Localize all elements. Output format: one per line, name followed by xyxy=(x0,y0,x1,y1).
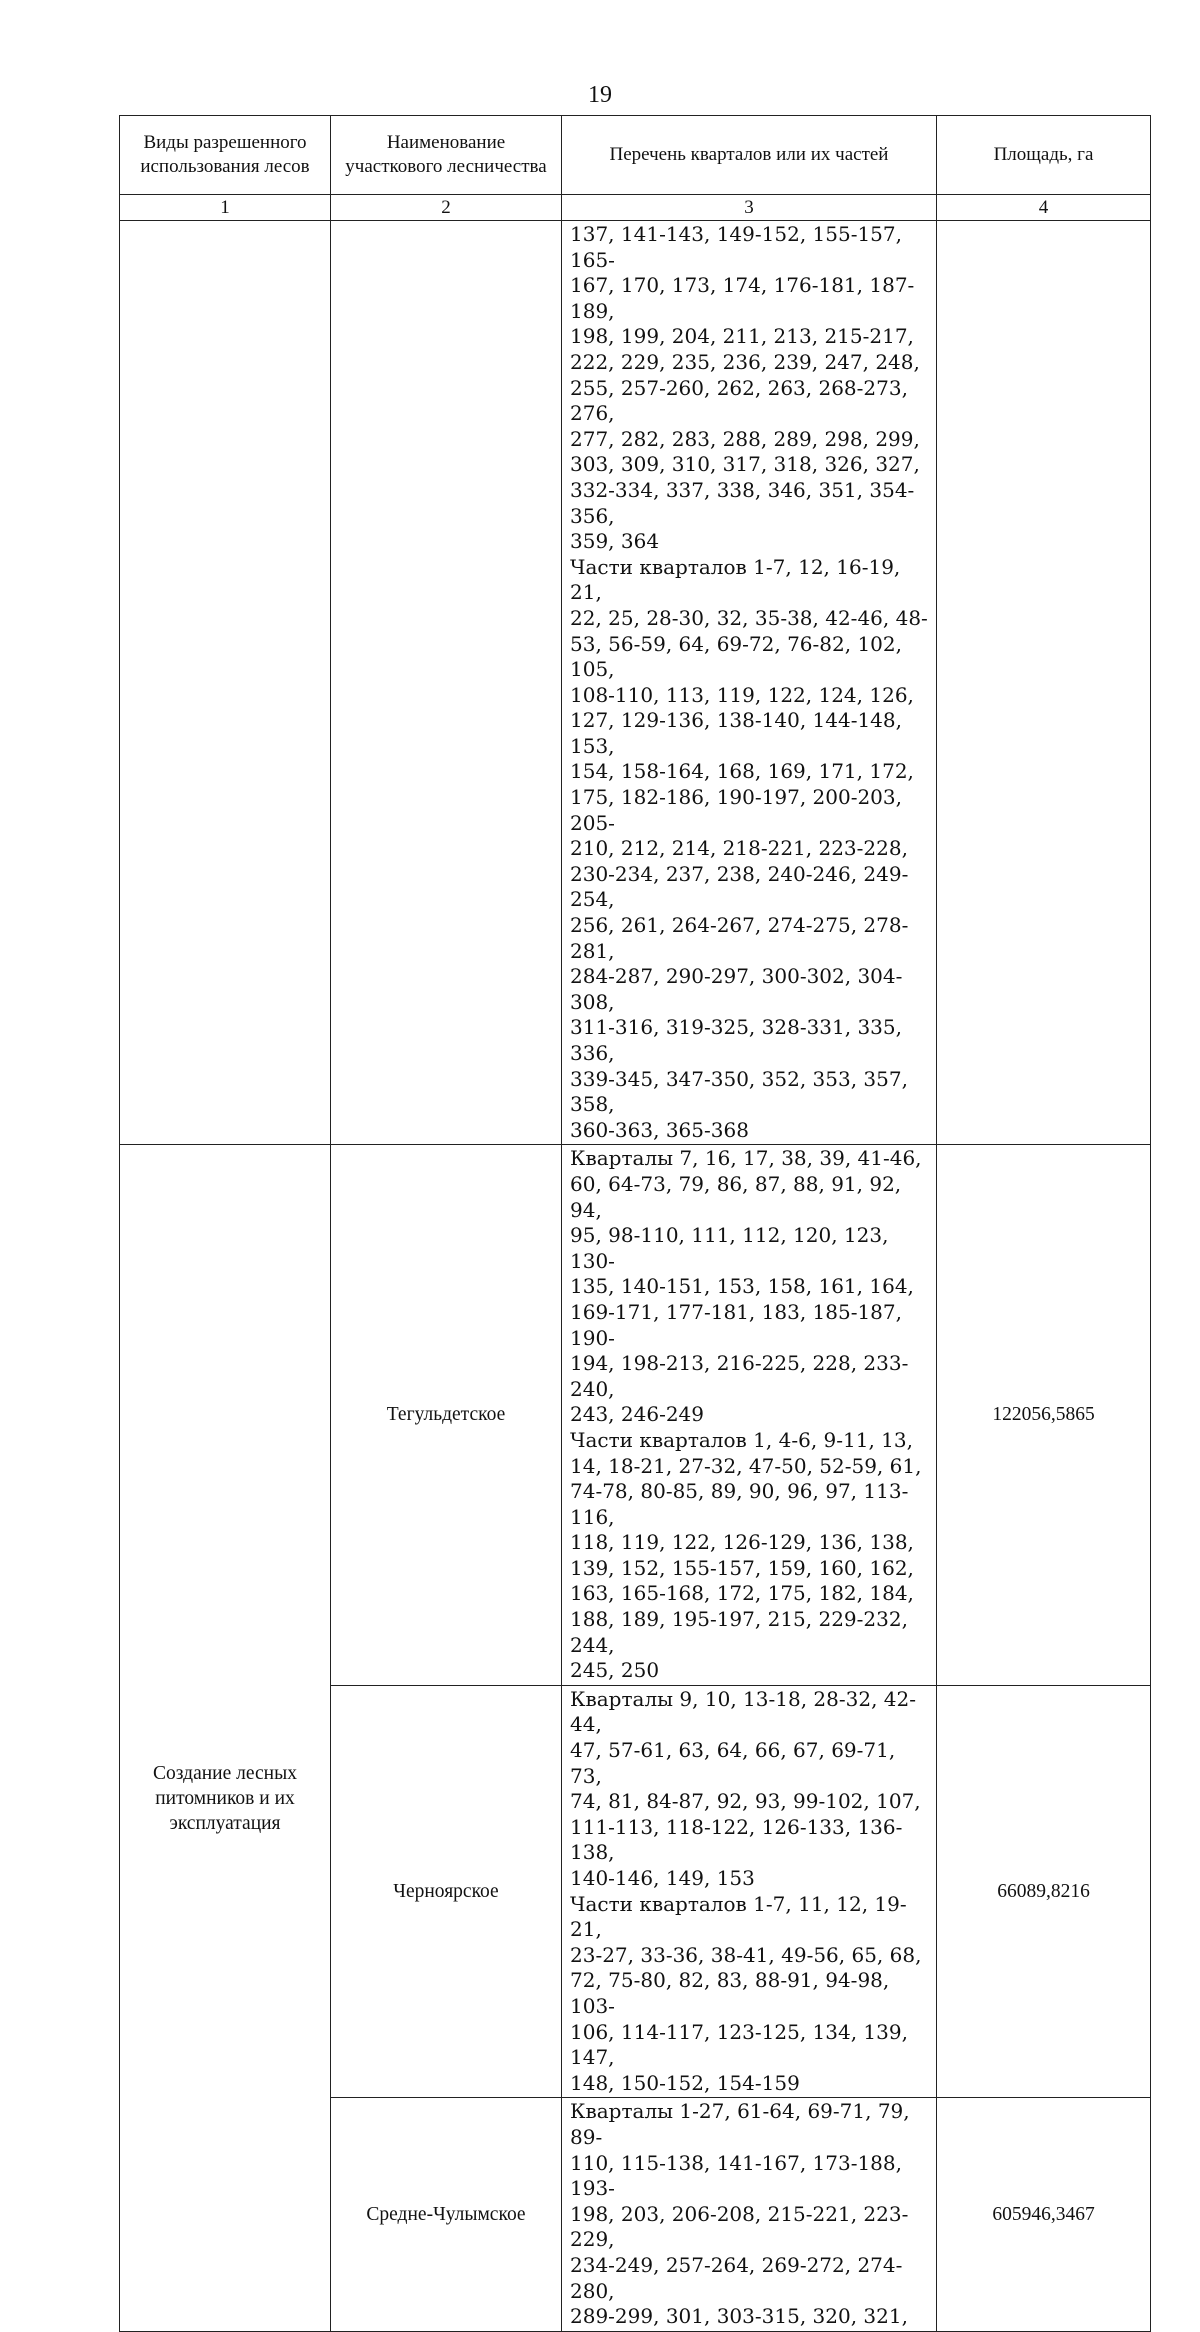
column-number-row xyxy=(120,195,1151,221)
forestry-cell: Средне-Чулымское xyxy=(331,2098,562,2331)
forest-use-table xyxy=(119,115,1151,2332)
column-number: 2 xyxy=(331,195,562,221)
quarters-cell: Кварталы 7, 16, 17, 38, 39, 41-46, 60, 64-73, 79, 86, 87, 88, 91, 92, 94, 95, 98-110, 111, 112, 120, 123, 130- 135, 140-151, 153, 158, 161, 164, 169-171, 177-181, 183, 185-187, 190- 194, 198-213, 216-225, 228, 233-240, 243, 246-249 Части кварталов 1, 4-6, 9-11, 13, 14, 18-21, 27-32, 47-50, 52-59, 61, 74-78, 80-85, 89, 90, 96, 97, 113-116, 118, 119, 122, 126-129, 136, 138, 139, 152, 155-157, 159, 160, 162, 163, 165-168, 172, 175, 182, 184, 188, 189, 195-197, 215, 229-232, 244, 245, 250 xyxy=(562,1145,937,1685)
area-cell: 122056,5865 xyxy=(937,1145,1151,1685)
forestry-cell: Черноярское xyxy=(331,1685,562,2098)
column-number: 1 xyxy=(120,195,331,221)
column-number: 4 xyxy=(937,195,1151,221)
quarters-cell: Кварталы 1-27, 61-64, 69-71, 79, 89- 110, 115-138, 141-167, 173-188, 193- 198, 203, 206-208, 215-221, 223-229, 234-249, 257-264, 269-272, 274-280, 289-299, 301, 303-315, 320, 321, xyxy=(562,2098,937,2331)
table-row xyxy=(120,221,1151,1145)
usage-cell xyxy=(120,221,331,1145)
header-forestry-name: Наименование участкового лесничества xyxy=(331,116,562,195)
table-row xyxy=(120,1145,1151,1685)
header-quarters-list: Перечень кварталов или их частей xyxy=(562,116,937,195)
header-area: Площадь, га xyxy=(937,116,1151,195)
page-number: 19 xyxy=(588,82,612,108)
quarters-cell: 137, 141-143, 149-152, 155-157, 165- 167, 170, 173, 174, 176-181, 187-189, 198, 199, 204, 211, 213, 215-217, 222, 229, 235, 236, 239, 247, 248, 255, 257-260, 262, 263, 268-273, 276, 277, 282, 283, 288, 289, 298, 299, 303, 309, 310, 317, 318, 326, 327, 332-334, 337, 338, 346, 351, 354-356, 359, 364 Части кварталов 1-7, 12, 16-19, 21, 22, 25, 28-30, 32, 35-38, 42-46, 48- 53, 56-59, 64, 69-72, 76-82, 102, 105, 108-110, 113, 119, 122, 124, 126, 127, 129-136, 138-140, 144-148, 153, 154, 158-164, 168, 169, 171, 172, 175, 182-186, 190-197, 200-203, 205- 210, 212, 214, 218-221, 223-228, 230-234, 237, 238, 240-246, 249-254, 256, 261, 264-267, 274-275, 278-281, 284-287, 290-297, 300-302, 304-308, 311-316, 319-325, 328-331, 335, 336, 339-345, 347-350, 352, 353, 357, 358, 360-363, 365-368 xyxy=(562,221,937,1145)
forestry-cell: Тегульдетское xyxy=(331,1145,562,1685)
area-cell xyxy=(937,221,1151,1145)
header-usage-type: Виды разрешенного использования лесов xyxy=(120,116,331,195)
area-cell: 605946,3467 xyxy=(937,2098,1151,2331)
usage-cell: Создание лесных питомников и их эксплуатация xyxy=(120,1145,331,2331)
forestry-cell xyxy=(331,221,562,1145)
quarters-cell: Кварталы 9, 10, 13-18, 28-32, 42-44, 47, 57-61, 63, 64, 66, 67, 69-71, 73, 74, 81, 84-87, 92, 93, 99-102, 107, 111-113, 118-122, 126-133, 136-138, 140-146, 149, 153 Части кварталов 1-7, 11, 12, 19-21, 23-27, 33-36, 38-41, 49-56, 65, 68, 72, 75-80, 82, 83, 88-91, 94-98, 103- 106, 114-117, 123-125, 134, 139, 147, 148, 150-152, 154-159 xyxy=(562,1685,937,2098)
table-header-row xyxy=(120,116,1151,195)
area-cell: 66089,8216 xyxy=(937,1685,1151,2098)
column-number: 3 xyxy=(562,195,937,221)
